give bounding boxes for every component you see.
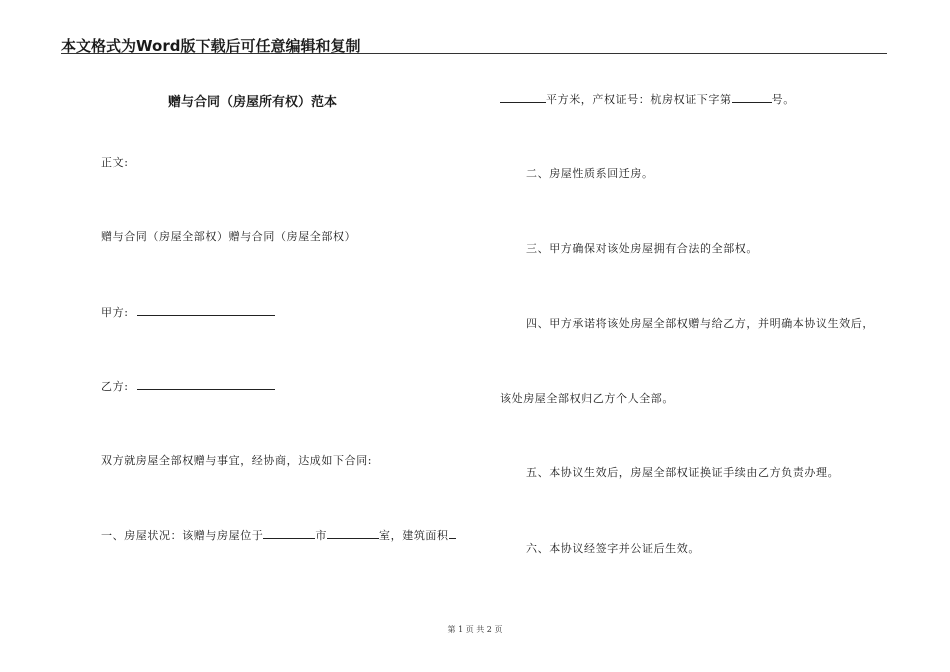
party-a-blank [137,305,275,316]
clause-1-text-a: 一、房屋状况：该赠与房屋位于 [101,529,264,542]
clause-1-line [101,528,456,543]
clause-1-continued [500,92,795,107]
clause-1-continued-a: 平方米，产权证号：杭房权证下字第 [546,93,732,106]
header-text: 本文格式为Word版下载后可任意编辑和复制 [61,37,361,55]
clause-1-text-b: 市 [315,529,328,542]
party-a-line [101,305,275,320]
page-header [61,33,887,54]
paragraph-main-text: 正文: [101,156,129,169]
clause-5: 五、本协议生效后，房屋全部权证换证手续由乙方负责办理。 [526,466,840,479]
clause-4-continued: 该处房屋全部权归乙方个人全部。 [500,392,674,405]
clause-1-continued-b: 号。 [771,93,795,106]
page-number-footer: 第 1 页 共 2 页 [447,625,503,634]
clause-3: 三、甲方确保对该处房屋拥有合法的全部权。 [526,242,758,255]
room-blank [327,528,379,539]
area-blank [449,528,456,539]
party-b-label: 乙方: [101,380,129,393]
certificate-number-blank [732,92,772,103]
paragraph-agreement: 双方就房屋全部权赠与事宜，经协商，达成如下合同: [101,454,373,467]
paragraph-contract-name: 赠与合同（房屋全部权）赠与合同（房屋全部权） [101,230,357,243]
clause-1-text-c: 室，建筑面积 [379,529,449,542]
party-b-blank [137,379,275,390]
city-blank [263,528,315,539]
document-title: 赠与合同（房屋所有权）范本 [168,95,338,110]
clause-6: 六、本协议经签字并公证后生效。 [526,542,700,555]
party-b-line [101,379,275,394]
party-a-label: 甲方: [101,306,129,319]
clause-4: 四、甲方承诺将该处房屋全部权赠与给乙方，并明确本协议生效后， [526,317,874,330]
area-value-blank [500,92,546,103]
clause-2: 二、房屋性质系回迁房。 [526,167,654,180]
